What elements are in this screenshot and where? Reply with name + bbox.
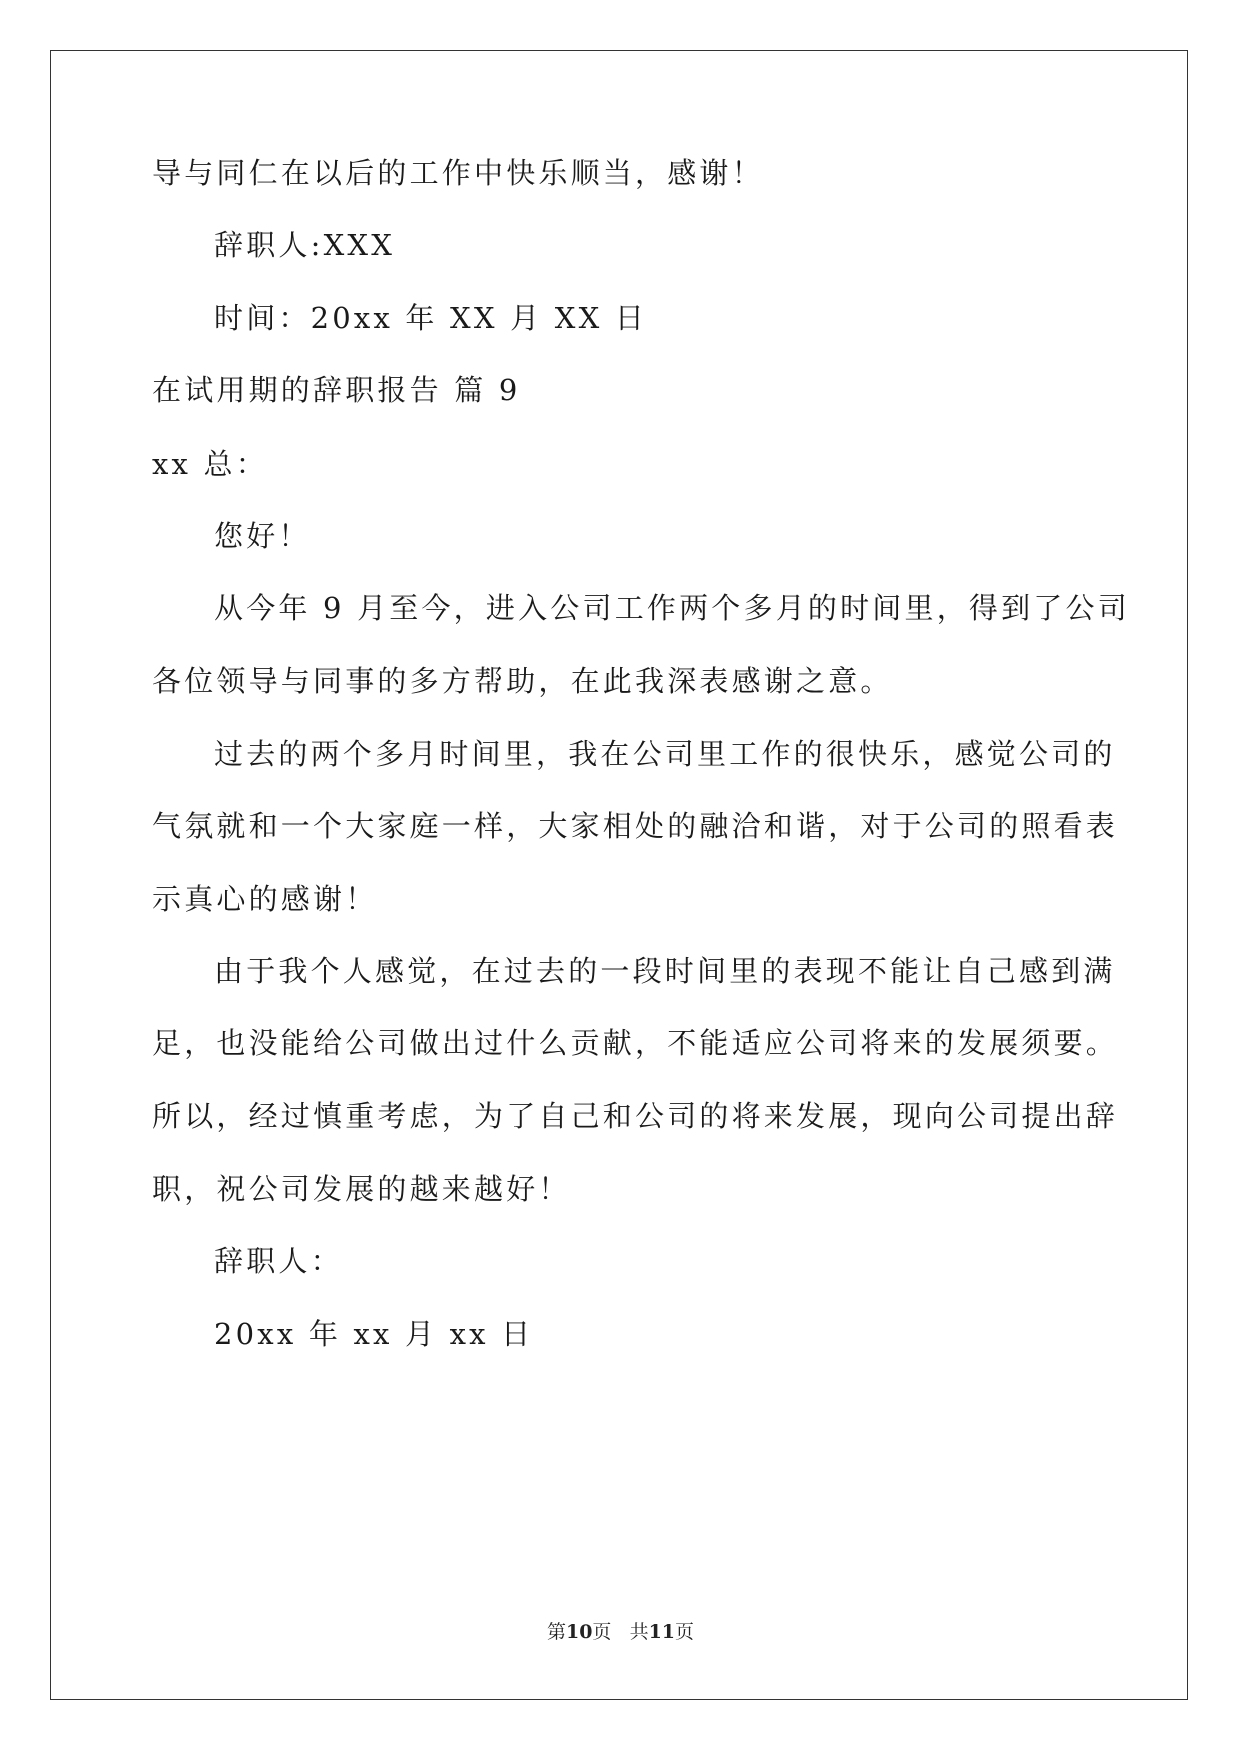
paragraph-3-line-1: 由于我个人感觉，在过去的一段时间里的表现不能让自己感到满 <box>214 954 1116 988</box>
footer-page-label: 页 <box>592 1621 612 1643</box>
footer-prefix: 第 <box>546 1621 566 1643</box>
resigner-signature-1: 辞职人:XXX <box>214 228 396 262</box>
date-line-2: 20xx 年 xx 月 xx 日 <box>214 1317 534 1351</box>
page-footer <box>0 1620 1241 1644</box>
resigner-signature-2: 辞职人： <box>214 1244 343 1278</box>
paragraph-3-line-3: 所以，经过慎重考虑，为了自己和公司的将来发展，现向公司提出辞 <box>152 1099 1119 1133</box>
paragraph-2-line-2: 气氛就和一个大家庭一样，大家相处的融洽和谐，对于公司的照看表 <box>152 809 1119 843</box>
paragraph-3-line-2: 足，也没能给公司做出过什么贡献，不能适应公司将来的发展须要。 <box>152 1026 1119 1060</box>
paragraph-2-line-3: 示真心的感谢！ <box>152 882 378 916</box>
current-page-number: 10 <box>565 1621 593 1643</box>
total-page-number: 11 <box>648 1621 676 1643</box>
date-line-1: 时间：20xx 年 XX 月 XX 日 <box>214 301 648 335</box>
closing-line: 导与同仁在以后的工作中快乐顺当，感谢！ <box>152 156 764 190</box>
paragraph-1-line-2: 各位领导与同事的多方帮助，在此我深表感谢之意。 <box>152 664 893 698</box>
salutation: xx 总： <box>152 447 268 481</box>
footer-total-label: 页 <box>675 1621 695 1643</box>
section-heading: 在试用期的辞职报告 篇 9 <box>152 373 521 407</box>
footer-total-prefix: 共 <box>629 1621 649 1643</box>
paragraph-3-line-4: 职，祝公司发展的越来越好！ <box>152 1172 571 1206</box>
paragraph-2-line-1: 过去的两个多月时间里，我在公司里工作的很快乐，感觉公司的 <box>214 737 1116 771</box>
greeting: 您好！ <box>214 519 311 553</box>
paragraph-1-line-1: 从今年 9 月至今，进入公司工作两个多月的时间里，得到了公司 <box>214 591 1130 625</box>
